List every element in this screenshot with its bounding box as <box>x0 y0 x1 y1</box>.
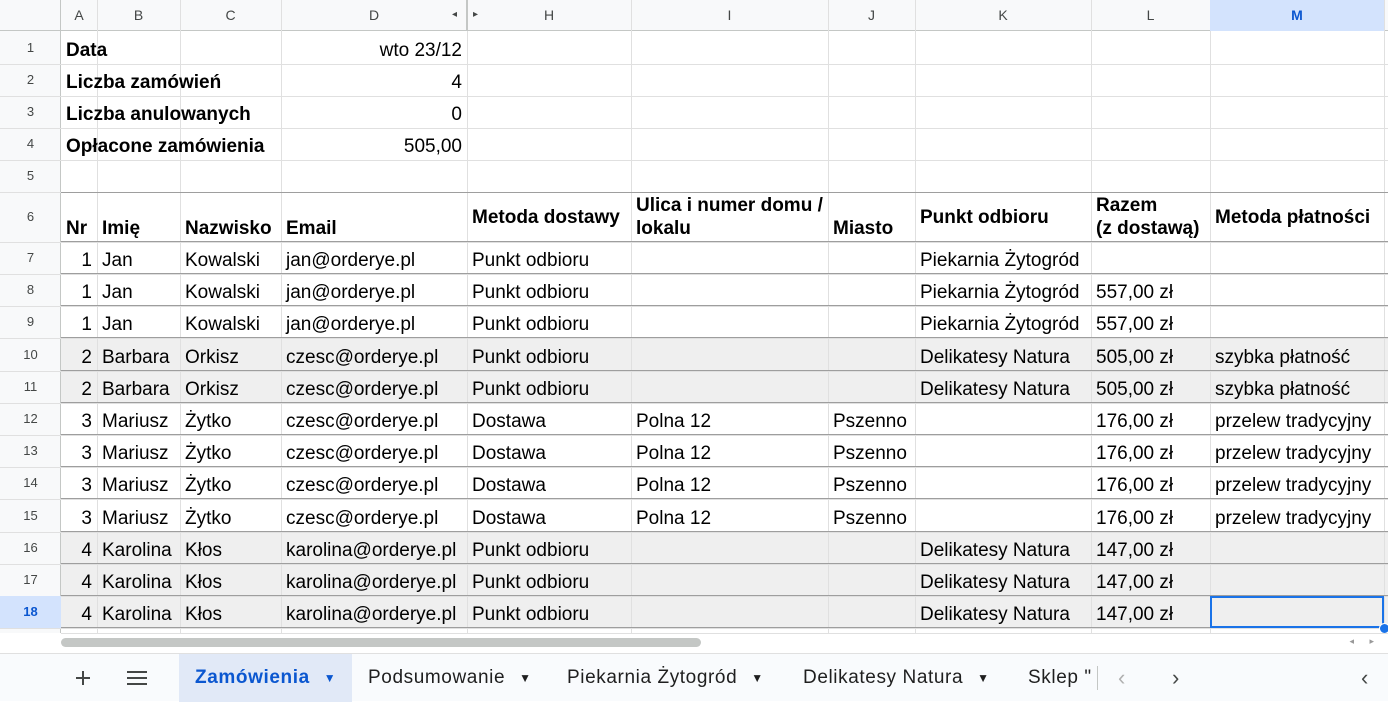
table-cell[interactable]: Jan <box>102 250 133 271</box>
table-cell[interactable]: czesc@orderye.pl <box>286 508 439 529</box>
column-header[interactable]: L <box>1146 7 1155 23</box>
tab-label: Delikatesy Natura <box>803 667 964 689</box>
column-header[interactable]: M <box>1210 0 1384 31</box>
table-cell[interactable] <box>1210 242 1384 274</box>
summary-label[interactable]: Liczba anulowanych <box>66 104 251 125</box>
table-cell[interactable]: przelew tradycyjny <box>1215 411 1372 432</box>
table-cell[interactable] <box>915 467 1091 499</box>
table-cell[interactable]: Dostawa <box>472 411 546 432</box>
table-cell[interactable] <box>1210 564 1384 596</box>
table-cell[interactable]: Kowalski <box>185 314 260 335</box>
row-header[interactable]: 3 <box>26 104 35 119</box>
collapse-sidebar-icon[interactable]: ‹ <box>1361 665 1369 690</box>
table-cell[interactable]: Żytko <box>185 508 232 529</box>
table-header-cell[interactable]: Nazwisko <box>185 218 272 239</box>
row-header[interactable]: 18 <box>0 596 61 628</box>
hamburger-icon[interactable] <box>120 654 154 702</box>
table-cell[interactable]: karolina@orderye.pl <box>286 572 457 593</box>
table-cell[interactable]: Mariusz <box>102 508 169 529</box>
table-cell[interactable]: 3 <box>81 475 92 496</box>
table-cell[interactable]: Punkt odbioru <box>472 572 590 593</box>
table-cell[interactable]: Piekarnia Żytogród <box>920 282 1080 303</box>
table-header-cell[interactable]: Punkt odbioru <box>920 206 1049 228</box>
table-cell[interactable] <box>1210 532 1384 564</box>
summary-value[interactable]: 4 <box>451 72 462 93</box>
table-cell[interactable]: 147,00 zł <box>1096 604 1174 625</box>
horizontal-scrollbar[interactable] <box>61 633 1388 653</box>
summary-value[interactable]: 505,00 <box>403 136 462 157</box>
summary-value[interactable]: wto 23/12 <box>379 40 462 61</box>
row-header[interactable]: 11 <box>23 379 38 394</box>
table-cell[interactable]: Żytko <box>185 443 232 464</box>
row-header[interactable]: 16 <box>23 540 38 555</box>
table-cell[interactable]: Mariusz <box>102 443 169 464</box>
table-cell[interactable]: Dostawa <box>472 508 546 529</box>
chevron-left-icon[interactable]: ‹ <box>1118 665 1126 690</box>
row-header[interactable]: 7 <box>26 250 35 265</box>
table-header-cell[interactable]: Imię <box>102 218 141 239</box>
row-header[interactable]: 14 <box>23 475 38 490</box>
table-cell[interactable]: 1 <box>81 282 92 303</box>
table-cell[interactable] <box>828 338 915 371</box>
row-header[interactable]: 13 <box>23 443 38 458</box>
table-cell[interactable]: czesc@orderye.pl <box>286 475 439 496</box>
summary-label[interactable]: Data <box>66 40 108 61</box>
table-cell[interactable]: Żytko <box>185 475 232 496</box>
table-cell[interactable] <box>828 371 915 403</box>
table-cell[interactable]: 1 <box>81 250 92 271</box>
table-cell[interactable]: Karolina <box>102 572 172 593</box>
table-cell[interactable]: Polna 12 <box>636 411 712 432</box>
table-cell[interactable]: 557,00 zł <box>1096 282 1174 303</box>
table-header-cell[interactable]: Email <box>286 218 337 239</box>
table-header-cell[interactable]: Metoda dostawy <box>472 206 620 228</box>
table-cell[interactable]: karolina@orderye.pl <box>286 540 457 561</box>
table-cell[interactable]: Barbara <box>102 347 170 368</box>
table-cell[interactable] <box>828 596 915 628</box>
table-cell[interactable]: Mariusz <box>102 475 169 496</box>
grid-line <box>1384 0 1385 633</box>
table-cell[interactable]: 3 <box>81 411 92 432</box>
table-cell[interactable] <box>631 371 828 403</box>
tab-sklep[interactable] <box>1012 654 1098 702</box>
table-cell[interactable]: Piekarnia Żytogród <box>920 250 1080 271</box>
summary-label[interactable]: Liczba zamówień <box>66 72 222 93</box>
table-cell[interactable]: Punkt odbioru <box>472 604 590 625</box>
table-cell[interactable] <box>828 532 915 564</box>
table-cell[interactable]: 557,00 zł <box>1096 314 1174 335</box>
table-cell[interactable]: 505,00 zł <box>1096 347 1174 368</box>
plus-icon[interactable] <box>68 654 98 702</box>
table-cell[interactable] <box>1210 274 1384 306</box>
row-header[interactable]: 2 <box>26 72 35 87</box>
table-cell[interactable] <box>631 242 828 274</box>
table-cell[interactable]: Pszenno <box>833 443 907 464</box>
table-cell[interactable] <box>631 532 828 564</box>
table-cell[interactable]: 176,00 zł <box>1096 475 1174 496</box>
table-cell[interactable]: Karolina <box>102 604 172 625</box>
table-cell[interactable]: 176,00 zł <box>1096 508 1174 529</box>
tab-label: Sklep " <box>1028 667 1092 688</box>
table-cell[interactable] <box>915 435 1091 467</box>
tab-divider <box>1097 666 1098 690</box>
table-cell[interactable]: czesc@orderye.pl <box>286 347 439 368</box>
table-cell[interactable] <box>828 274 915 306</box>
row-header[interactable]: 9 <box>26 314 35 329</box>
table-cell[interactable]: 1 <box>81 314 92 335</box>
table-cell[interactable] <box>631 274 828 306</box>
grid-line <box>0 628 1388 629</box>
table-header-cell[interactable]: Miasto <box>833 218 894 239</box>
tab-label: Piekarnia Żytogród <box>567 667 738 689</box>
table-cell[interactable]: 3 <box>81 508 92 529</box>
table-cell[interactable] <box>915 499 1091 532</box>
row-header[interactable]: 15 <box>23 508 38 523</box>
table-cell[interactable] <box>828 564 915 596</box>
table-cell[interactable]: Orkisz <box>185 347 239 368</box>
table-cell[interactable]: Dostawa <box>472 443 546 464</box>
table-cell[interactable]: Delikatesy Natura <box>920 379 1070 400</box>
table-cell[interactable]: Punkt odbioru <box>472 250 590 271</box>
table-cell[interactable]: 176,00 zł <box>1096 443 1174 464</box>
table-cell[interactable]: Żytko <box>185 411 232 432</box>
table-cell[interactable]: szybka płatność <box>1215 379 1351 400</box>
table-cell[interactable]: Jan <box>102 314 133 335</box>
table-cell[interactable]: Punkt odbioru <box>472 282 590 303</box>
table-cell[interactable]: Delikatesy Natura <box>920 572 1070 593</box>
table-cell[interactable] <box>915 403 1091 435</box>
row-header[interactable]: 12 <box>23 411 38 426</box>
table-cell[interactable]: Barbara <box>102 379 170 400</box>
tab-zamowienia[interactable] <box>179 654 352 702</box>
grid-line <box>0 160 1388 161</box>
table-cell[interactable]: 2 <box>81 347 92 368</box>
table-cell[interactable]: czesc@orderye.pl <box>286 411 439 432</box>
table-cell[interactable]: Delikatesy Natura <box>920 540 1070 561</box>
table-cell[interactable]: czesc@orderye.pl <box>286 443 439 464</box>
select-all-corner[interactable] <box>0 0 61 31</box>
table-cell[interactable]: Pszenno <box>833 508 907 529</box>
table-cell[interactable]: 147,00 zł <box>1096 540 1174 561</box>
table-cell[interactable]: 505,00 zł <box>1096 379 1174 400</box>
row-header[interactable]: 8 <box>26 282 35 297</box>
table-cell[interactable]: Kłos <box>185 604 222 625</box>
column-header[interactable]: K <box>998 7 1008 23</box>
table-cell[interactable]: przelew tradycyjny <box>1215 508 1372 529</box>
row-header[interactable]: 1 <box>26 40 35 55</box>
table-cell[interactable]: 4 <box>81 604 92 625</box>
table-cell[interactable] <box>828 306 915 338</box>
table-cell[interactable]: Polna 12 <box>636 508 712 529</box>
table-cell[interactable]: 4 <box>81 540 92 561</box>
row-header[interactable]: 5 <box>26 168 35 183</box>
table-cell[interactable] <box>631 564 828 596</box>
table-cell[interactable]: Dostawa <box>472 475 546 496</box>
column-header[interactable]: I <box>727 7 732 23</box>
table-cell[interactable]: 4 <box>81 572 92 593</box>
row-header[interactable]: 10 <box>23 347 38 362</box>
caret-down-icon[interactable]: ▼ <box>751 671 764 685</box>
table-cell[interactable]: szybka płatność <box>1215 347 1351 368</box>
scroll-left-icon[interactable]: ◂ <box>1349 636 1354 646</box>
table-cell[interactable]: Punkt odbioru <box>472 540 590 561</box>
table-header-cell[interactable]: Nr <box>66 218 88 239</box>
table-cell[interactable] <box>1091 242 1210 274</box>
table-cell[interactable]: Kowalski <box>185 250 260 271</box>
table-cell[interactable]: Polna 12 <box>636 475 712 496</box>
caret-down-icon[interactable]: ▼ <box>977 671 990 685</box>
table-cell[interactable]: jan@orderye.pl <box>286 250 416 271</box>
table-cell[interactable]: Punkt odbioru <box>472 314 590 335</box>
scroll-right-icon[interactable]: ▸ <box>1369 636 1374 646</box>
table-cell[interactable]: Kłos <box>185 572 222 593</box>
row-header[interactable]: 6 <box>26 209 35 224</box>
table-cell[interactable]: karolina@orderye.pl <box>286 604 457 625</box>
fill-handle[interactable] <box>1379 623 1388 633</box>
table-cell[interactable]: Delikatesy Natura <box>920 604 1070 625</box>
table-cell[interactable] <box>631 596 828 628</box>
expand-hidden-columns-icon[interactable]: ◂ <box>452 9 458 20</box>
column-header[interactable]: H <box>543 7 555 23</box>
tab-podsumowanie[interactable] <box>352 654 550 702</box>
table-cell[interactable]: Delikatesy Natura <box>920 347 1070 368</box>
tab-delikatesy-natura[interactable] <box>787 654 1012 702</box>
table-cell[interactable]: jan@orderye.pl <box>286 314 416 335</box>
table-cell[interactable]: Pszenno <box>833 475 907 496</box>
column-header[interactable]: D <box>368 7 380 23</box>
table-cell[interactable]: Karolina <box>102 540 172 561</box>
sheet-tab-bar <box>0 653 1388 701</box>
expand-hidden-columns-icon[interactable]: ▸ <box>473 9 479 20</box>
table-cell[interactable]: Punkt odbioru <box>472 347 590 368</box>
scrollbar-thumb[interactable] <box>61 638 701 647</box>
summary-label[interactable]: Opłacone zamówienia <box>66 136 265 157</box>
column-header[interactable]: C <box>225 7 236 23</box>
table-cell[interactable] <box>631 338 828 371</box>
column-header[interactable]: A <box>74 7 84 23</box>
table-cell[interactable]: Polna 12 <box>636 443 712 464</box>
table-cell[interactable]: Jan <box>102 282 133 303</box>
table-cell[interactable]: Pszenno <box>833 411 907 432</box>
table-header-cell[interactable]: Metoda płatności <box>1215 206 1371 228</box>
column-header[interactable]: J <box>868 7 875 23</box>
table-cell[interactable]: 147,00 zł <box>1096 572 1174 593</box>
table-cell[interactable]: przelew tradycyjny <box>1215 443 1372 464</box>
row-header[interactable]: 17 <box>23 572 38 587</box>
selected-cell[interactable] <box>1210 596 1384 628</box>
table-cell[interactable]: Piekarnia Żytogród <box>920 314 1080 335</box>
tab-piekarnia-zytogrod[interactable] <box>551 654 787 702</box>
table-cell[interactable]: Kowalski <box>185 282 260 303</box>
table-cell[interactable]: Mariusz <box>102 411 169 432</box>
column-header[interactable]: B <box>133 7 144 23</box>
tab-label: Zamówienia <box>195 667 310 689</box>
caret-down-icon[interactable]: ▼ <box>519 671 532 685</box>
row-header[interactable]: 4 <box>26 136 35 151</box>
table-cell[interactable]: Punkt odbioru <box>472 379 590 400</box>
table-header-cell[interactable]: Razem (z dostawą) <box>1096 195 1200 239</box>
table-cell[interactable]: 176,00 zł <box>1096 411 1174 432</box>
tab-label: Podsumowanie <box>368 667 506 689</box>
chevron-right-icon[interactable]: › <box>1172 665 1180 690</box>
table-cell[interactable]: 3 <box>81 443 92 464</box>
table-header-cell[interactable]: Ulica i numer domu / lokalu <box>636 195 823 239</box>
table-cell[interactable] <box>1210 306 1384 338</box>
table-cell[interactable]: Kłos <box>185 540 222 561</box>
table-cell[interactable] <box>828 242 915 274</box>
table-cell[interactable]: czesc@orderye.pl <box>286 379 439 400</box>
caret-down-icon[interactable]: ▼ <box>323 671 337 685</box>
summary-value[interactable]: 0 <box>451 104 462 125</box>
table-cell[interactable]: jan@orderye.pl <box>286 282 416 303</box>
table-cell[interactable] <box>631 306 828 338</box>
table-cell[interactable]: przelew tradycyjny <box>1215 475 1372 496</box>
table-cell[interactable]: 2 <box>81 379 92 400</box>
table-cell[interactable]: Orkisz <box>185 379 239 400</box>
